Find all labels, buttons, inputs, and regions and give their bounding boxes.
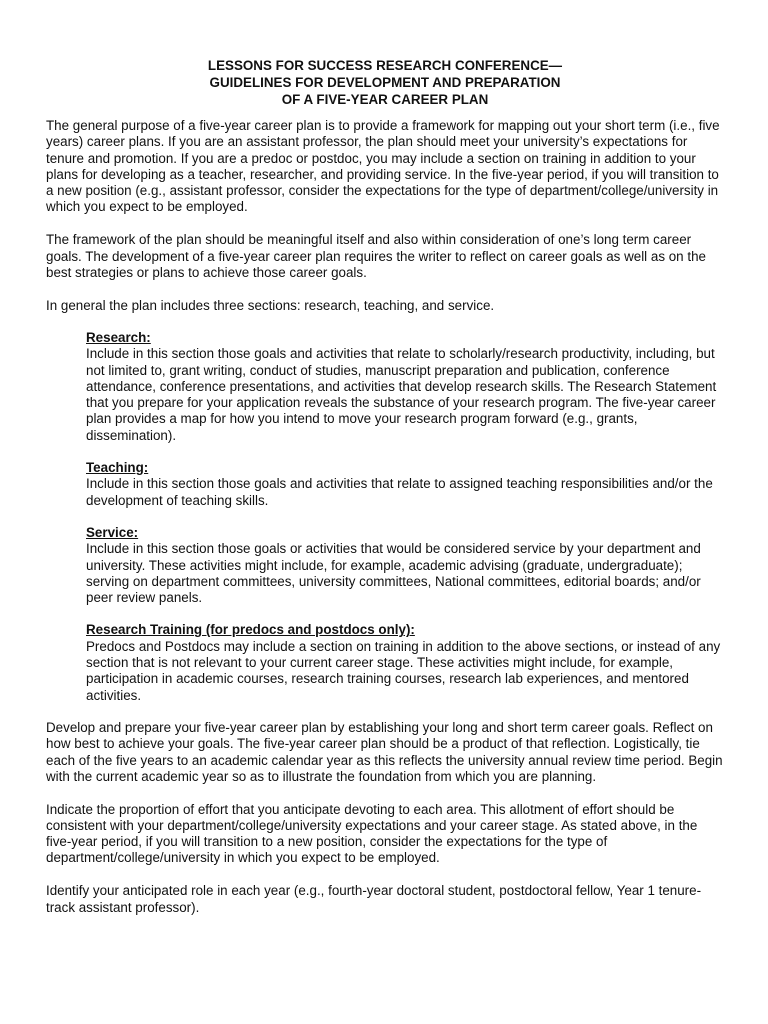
section-text-research-training: Predocs and Postdocs may include a section on training in addition to the above sections, or instead of any section that is not relevant to your current career stage. These activities might include, for example, participation in academic courses, research training courses, research lab experiences, and mentored activities. <box>86 638 721 703</box>
section-text-research: Include in this section those goals and activities that relate to scholarly/research productivity, including, but not limited to, grant writing, conduct of studies, manuscript preparation and publication, conference attendance, conference presentations, and activities that develop research skills. The Research Statement that you prepare for your application reveals the substance of your research program. The five-year career plan provides a map for how you intend to move your research program forward (e.g., grants, dissemination). <box>86 346 717 443</box>
intro-paragraph-purpose: The general purpose of a five-year career plan is to provide a framework for mapping out your short term (i.e., five years) career plans. If you are an assistant professor, the plan should meet your university’s expectations for tenure and promotion. If you are a predoc or postdoc, you may include a section on training in addition to your plans for developing as a teacher, researcher, and providing service. In the five-year period, if you will transition to a new position (e.g., assistant professor, consider the expectations for the type of department/college/university in which you expect to be employed. <box>46 118 720 215</box>
document-body <box>46 57 724 932</box>
title-line-3: OF A FIVE-YEAR CAREER PLAN <box>281 92 489 107</box>
closing-paragraph-effort: Indicate the proportion of effort that you anticipate devoting to each area. This allotment of effort should be consistent with your department/college/university expectations and your career stage. As stated above, in the five-year period, if you will transition to a new position, consider the expectations for the type of department/college/university in which you expect to be employed. <box>46 801 698 866</box>
intro-paragraph-framework: The framework of the plan should be meaningful itself and also within consideration of one’s long term career goals. The development of a five-year career plan requires the writer to reflect on career goals as well as on the best strategies or plans to achieve those career goals. <box>46 232 706 280</box>
section-text-service: Include in this section those goals or activities that would be considered service by your department and university. These activities might include, for example, academic advising (graduate, undergraduate); serving on department committees, university committees, National committees, editorial boards; and/or peer review panels. <box>86 541 701 606</box>
closing-paragraph-role: Identify your anticipated role in each year (e.g., fourth-year doctoral student, postdoctoral fellow, Year 1 tenure-track assistant professor). <box>46 883 702 915</box>
section-heading-research-training: Research Training (for predocs and postdocs only): <box>86 622 415 638</box>
section-heading-service: Service: <box>86 524 139 540</box>
document-title <box>46 57 724 108</box>
section-heading-teaching: Teaching: <box>86 460 149 476</box>
section-research <box>86 330 724 444</box>
closing-paragraph-develop: Develop and prepare your five-year career plan by establishing your long and short term career goals. Reflect on how best to achieve your goals. The five-year career plan should be a product of that reflection. Logistically, tie each of the five years to an academic calendar year as this reflects the university annual review time period. Begin with the current academic year so as to illustrate the foundation from which you are planning. <box>46 719 723 784</box>
title-line-2: GUIDELINES FOR DEVELOPMENT AND PREPARATION <box>209 75 561 90</box>
intro-paragraph-sections: In general the plan includes three sections: research, teaching, and service. <box>46 297 495 313</box>
section-teaching <box>86 460 724 509</box>
section-text-teaching: Include in this section those goals and activities that relate to assigned teaching responsibilities and/or the development of teaching skills. <box>86 476 713 508</box>
section-heading-research: Research: <box>86 329 151 345</box>
section-service <box>86 525 724 606</box>
section-research-training <box>86 622 724 703</box>
title-line-1: LESSONS FOR SUCCESS RESEARCH CONFERENCE— <box>207 58 563 73</box>
